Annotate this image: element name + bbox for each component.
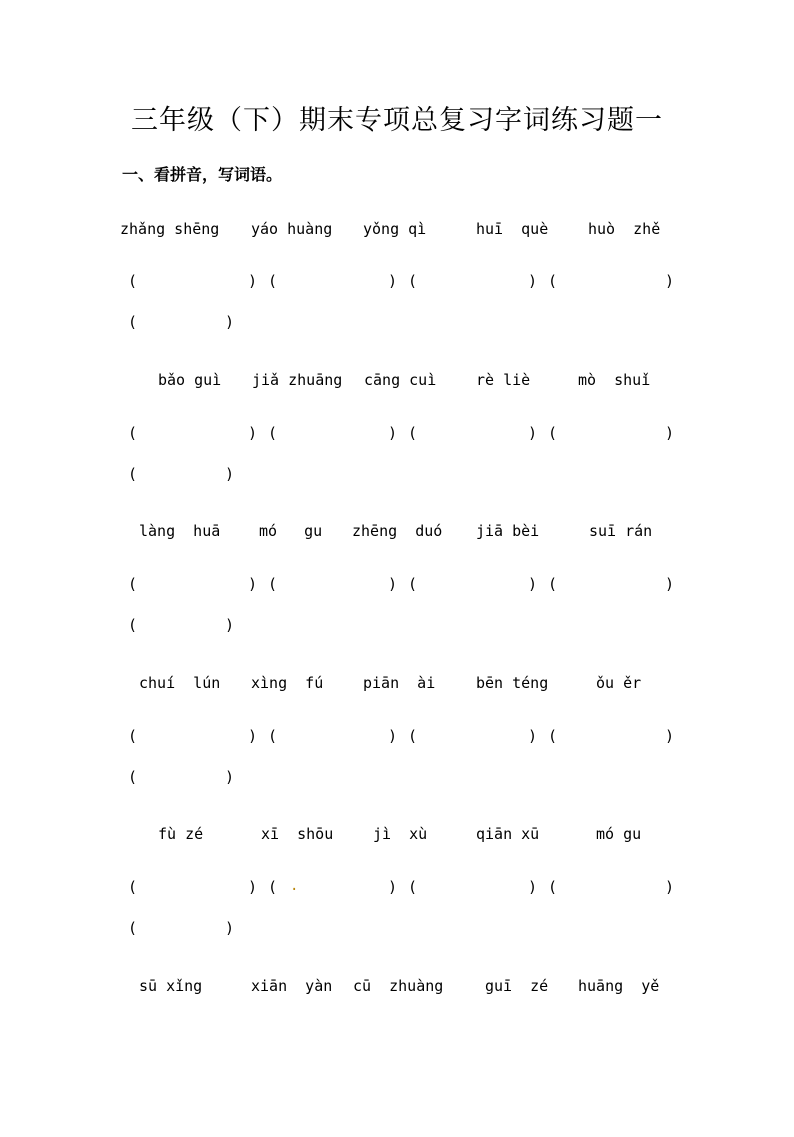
close-paren: ): [388, 727, 398, 745]
open-paren: (: [268, 878, 278, 896]
close-paren: ): [528, 878, 538, 896]
pinyin-item: fù zé: [158, 825, 204, 843]
open-paren: (: [548, 272, 558, 290]
close-paren: ): [248, 272, 258, 290]
pinyin-item: bǎo guì: [158, 371, 222, 389]
pinyin-item: yáo huàng: [251, 220, 333, 238]
close-paren: ): [665, 424, 675, 442]
pinyin-item: guī zé: [485, 977, 549, 995]
open-paren: (: [128, 272, 138, 290]
pinyin-item: huò zhě: [588, 220, 661, 238]
answer-row: [0, 727, 794, 751]
pinyin-row: [0, 371, 794, 395]
close-paren: ): [248, 878, 258, 896]
open-paren: (: [128, 616, 138, 634]
close-paren: ): [528, 727, 538, 745]
answer-row: [0, 313, 794, 337]
pinyin-row: [0, 522, 794, 546]
pinyin-row: [0, 220, 794, 244]
open-paren: (: [128, 768, 138, 786]
open-paren: (: [128, 465, 138, 483]
answer-row: [0, 272, 794, 296]
pinyin-row: [0, 825, 794, 849]
close-paren: ): [528, 575, 538, 593]
answer-row: [0, 424, 794, 448]
close-paren: ): [388, 424, 398, 442]
open-paren: (: [548, 878, 558, 896]
pinyin-item: qiān xū: [476, 825, 540, 843]
answer-row: [0, 768, 794, 792]
exercise-group: [0, 522, 794, 682]
pinyin-item: mó gu: [596, 825, 642, 843]
pinyin-item: ǒu ěr: [596, 674, 642, 692]
answer-row: [0, 465, 794, 489]
answer-row: [0, 575, 794, 599]
close-paren: ): [665, 272, 675, 290]
pinyin-row: [0, 977, 794, 1001]
open-paren: (: [128, 727, 138, 745]
open-paren: (: [128, 575, 138, 593]
open-paren: (: [268, 575, 278, 593]
close-paren: ): [248, 424, 258, 442]
open-paren: (: [548, 424, 558, 442]
pinyin-item: zhǎng shēng: [120, 220, 220, 238]
close-paren: ): [225, 768, 235, 786]
exercise-group: [0, 220, 794, 380]
answer-row: [0, 919, 794, 943]
close-paren: ): [665, 575, 675, 593]
close-paren: ): [665, 727, 675, 745]
pinyin-item: cāng cuì: [364, 371, 437, 389]
pinyin-item: cū zhuàng: [353, 977, 444, 995]
page-title: 三年级（下）期末专项总复习字词练习题一: [131, 105, 663, 136]
close-paren: ): [225, 313, 235, 331]
close-paren: ): [225, 616, 235, 634]
open-paren: (: [408, 878, 418, 896]
open-paren: (: [268, 727, 278, 745]
pinyin-item: xìng fú: [251, 674, 324, 692]
pinyin-item: chuí lún: [139, 674, 221, 692]
close-paren: ): [665, 878, 675, 896]
exercise-group: [0, 371, 794, 531]
close-paren: ): [528, 272, 538, 290]
pinyin-item: jiā bèi: [476, 522, 540, 540]
open-paren: (: [128, 424, 138, 442]
answer-row: [0, 616, 794, 640]
pinyin-item: jiǎ zhuāng: [252, 371, 343, 389]
pinyin-item: làng huā: [139, 522, 221, 540]
pinyin-item: zhēng duó: [352, 522, 443, 540]
pinyin-item: piān ài: [363, 674, 436, 692]
pinyin-item: bēn téng: [476, 674, 549, 692]
pinyin-item: jì xù: [373, 825, 428, 843]
close-paren: ): [528, 424, 538, 442]
close-paren: ): [248, 727, 258, 745]
pinyin-item: huī què: [476, 220, 549, 238]
pinyin-item: xiān yàn: [251, 977, 333, 995]
open-paren: (: [408, 272, 418, 290]
open-paren: (: [548, 727, 558, 745]
close-paren: ): [225, 919, 235, 937]
pinyin-item: yǒng qì: [363, 220, 427, 238]
pinyin-item: suī rán: [589, 522, 653, 540]
section-heading: 一、看拼音，写词语。: [122, 165, 283, 184]
exercise-group: [0, 674, 794, 834]
close-paren: ): [248, 575, 258, 593]
pinyin-item: rè liè: [476, 371, 531, 389]
exercise-group: [0, 825, 794, 985]
open-paren: (: [128, 313, 138, 331]
open-paren: (: [128, 878, 138, 896]
answer-row: [0, 878, 794, 902]
open-paren: (: [408, 727, 418, 745]
pinyin-item: sū xǐng: [139, 977, 203, 995]
close-paren: ): [388, 575, 398, 593]
pinyin-item: mó gu: [259, 522, 323, 540]
open-paren: (: [268, 272, 278, 290]
open-paren: (: [408, 424, 418, 442]
exercise-group: [0, 977, 794, 1137]
pinyin-item: mò shuǐ: [578, 371, 651, 389]
stray-mark: .: [290, 878, 299, 894]
pinyin-item: xī shōu: [261, 825, 334, 843]
pinyin-item: huāng yě: [578, 977, 660, 995]
pinyin-row: [0, 674, 794, 698]
open-paren: (: [268, 424, 278, 442]
close-paren: ): [225, 465, 235, 483]
open-paren: (: [128, 919, 138, 937]
close-paren: ): [388, 272, 398, 290]
open-paren: (: [408, 575, 418, 593]
close-paren: ): [388, 878, 398, 896]
open-paren: (: [548, 575, 558, 593]
